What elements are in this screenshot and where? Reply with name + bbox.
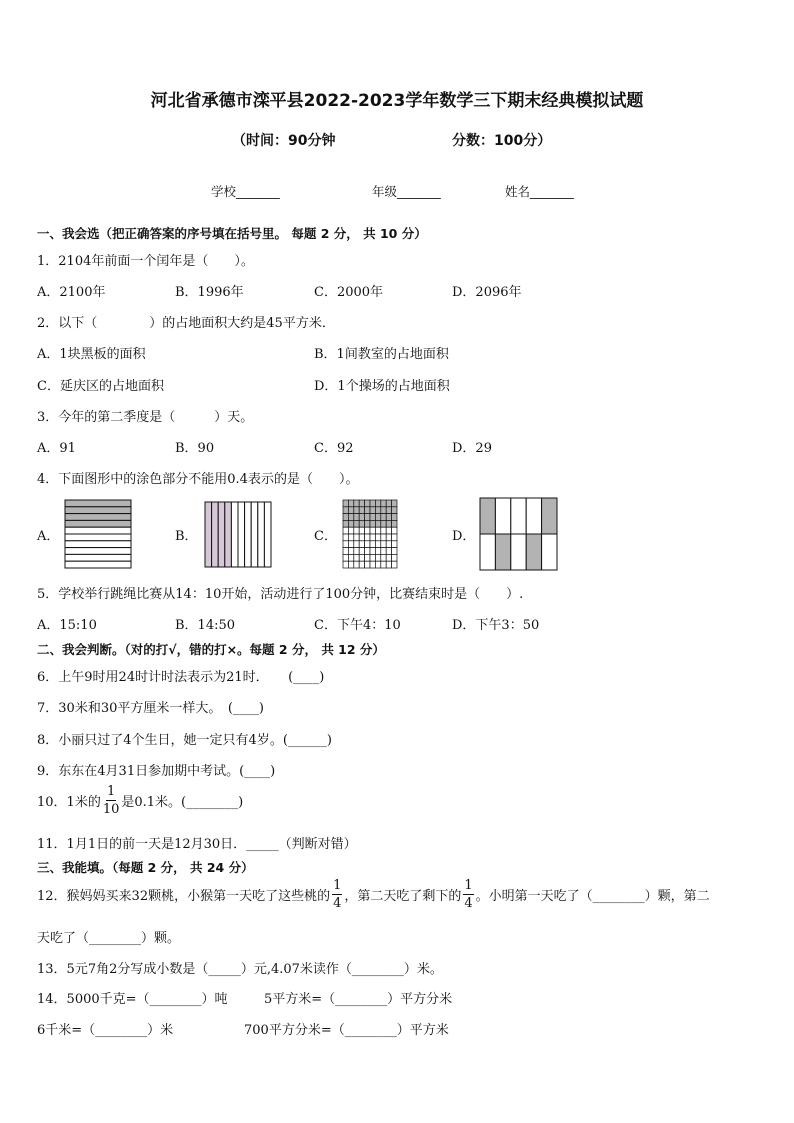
grid-cell [348, 554, 353, 561]
grid-cell [392, 514, 397, 521]
grid-cell [392, 548, 397, 555]
grid-cell [381, 548, 386, 555]
grid-cell [392, 507, 397, 514]
grid-cell [343, 514, 348, 521]
question-14-part-b: 5平方米=（________）平方分米 [264, 992, 453, 1007]
question-14-part-c: 6千米=（________）米 [37, 1023, 174, 1038]
grid-cell [375, 554, 380, 561]
grade-field: 年级_______ [372, 184, 441, 199]
strip [251, 502, 258, 567]
grid-cell [375, 534, 380, 541]
grid-cell [375, 527, 380, 534]
grid-cell [348, 514, 353, 521]
strip [65, 541, 131, 548]
grid-cell [370, 554, 375, 561]
grid-cell [370, 520, 375, 527]
q12-fraction-1 [332, 879, 342, 910]
strip [258, 502, 265, 567]
grid-cell [359, 520, 364, 527]
question-1: 1．2104年前面一个闰年是（ ）。 [37, 254, 254, 269]
q12-fraction-2 [463, 879, 473, 910]
grid-cell [343, 548, 348, 555]
cell [542, 534, 557, 570]
grid-cell [375, 561, 380, 568]
grid-cell [386, 548, 391, 555]
grid-cell [375, 514, 380, 521]
grid-cell [386, 534, 391, 541]
strip [65, 527, 131, 534]
grid-cell [381, 554, 386, 561]
grid-cell [370, 500, 375, 507]
grid-cell [386, 520, 391, 527]
cell [480, 534, 495, 570]
cell [511, 498, 526, 534]
q10-numerator: 1 [106, 784, 116, 799]
grid-cell [365, 554, 370, 561]
q4-option-a: A． [37, 529, 60, 544]
grid-cell [354, 554, 359, 561]
q3-option-d: D．29 [452, 441, 492, 456]
q10-denominator: 10 [102, 802, 120, 817]
strip [245, 502, 252, 567]
grid-cell [370, 541, 375, 548]
q5-option-b: B．14:50 [175, 618, 236, 633]
grid-cell [375, 548, 380, 555]
grid-cell [359, 500, 364, 507]
question-10 [37, 785, 243, 816]
grid-cell [392, 541, 397, 548]
q4-option-b: B． [175, 529, 198, 544]
grid-cell [386, 500, 391, 507]
grid-cell [354, 541, 359, 548]
cell [511, 534, 526, 570]
grid-cell [359, 554, 364, 561]
q1-option-c: C．2000年 [314, 285, 384, 300]
grid-cell [348, 534, 353, 541]
grid-cell [359, 514, 364, 521]
question-8: 8．小丽只过了4个生日，她一定只有4岁。(______) [37, 733, 332, 748]
strip [65, 548, 131, 555]
strip [65, 554, 131, 561]
question-6: 6．上午9时用24时计时法表示为21时． (____) [37, 670, 325, 685]
q12-part-a: 12．猴妈妈买来32颗桃，小猴第一天吃了这些桃的 [37, 889, 331, 904]
question-13: 13．5元7角2分写成小数是（_____）元,4.07米读作（________）米。 [37, 962, 443, 977]
q1-option-d: D．2096年 [452, 285, 522, 300]
grid-cell [343, 500, 348, 507]
grid-cell [354, 507, 359, 514]
grid-cell [343, 507, 348, 514]
question-11: 11．1月1日的前一天是12月30日．_____（判断对错） [37, 837, 357, 852]
grid-cell [343, 541, 348, 548]
grid-cell [359, 541, 364, 548]
grid-cell [386, 527, 391, 534]
name-field: 姓名_______ [505, 184, 574, 199]
grid-cell [370, 534, 375, 541]
grid-cell [348, 561, 353, 568]
q5-option-c: C．下午4：10 [314, 618, 401, 633]
q10-suffix: 是0.1米。(________) [121, 795, 244, 810]
grid-cell [381, 561, 386, 568]
grid-cell [392, 534, 397, 541]
strip [264, 502, 271, 567]
strip [212, 502, 219, 567]
question-7: 7．30米和30平方厘米一样大。 (____) [37, 701, 264, 716]
question-14-part-d: 700平方分米=（________）平方米 [244, 1023, 449, 1038]
grid-cell [381, 514, 386, 521]
cell [480, 498, 495, 534]
cell [495, 534, 510, 570]
q12-numerator-2: 1 [464, 878, 473, 893]
grid-cell [365, 500, 370, 507]
grid-cell [386, 507, 391, 514]
grid-cell [343, 554, 348, 561]
q5-option-a: A．15:10 [37, 618, 97, 633]
figure-a-horizontal-strips [64, 499, 132, 569]
q12-part-c: 。小明第一天吃了（________）颗，第二 [475, 889, 710, 904]
section2-heading: 二、我会判断。（对的打√，错的打×。每题 2 分， 共 12 分） [37, 642, 385, 657]
question-3: 3．今年的第二季度是（ ）天。 [37, 410, 254, 425]
grid-cell [365, 507, 370, 514]
strip [65, 514, 131, 521]
exam-score: 分数：100分） [452, 133, 552, 149]
grid-cell [381, 500, 386, 507]
grid-cell [354, 527, 359, 534]
q2-option-a: A．1块黑板的面积 [37, 347, 146, 362]
figure-c-grid [342, 499, 398, 569]
grid-cell [354, 514, 359, 521]
grid-cell [370, 507, 375, 514]
question-14-part-a: 14．5000千克=（________）吨 [37, 992, 228, 1007]
grid-cell [381, 541, 386, 548]
grid-cell [365, 520, 370, 527]
q2-option-c: C．延庆区的占地面积 [37, 379, 164, 394]
q4-option-c: C． [314, 529, 337, 544]
grid-cell [365, 548, 370, 555]
q4-option-d: D． [452, 529, 476, 544]
question-9: 9．东东在4月31日参加期中考试。(____) [37, 764, 276, 779]
grid-cell [365, 534, 370, 541]
strip [231, 502, 238, 567]
grid-cell [375, 541, 380, 548]
q2-option-d: D．1个操场的占地面积 [314, 379, 450, 394]
grid-cell [343, 534, 348, 541]
grid-cell [392, 520, 397, 527]
grid-cell [343, 520, 348, 527]
school-field: 学校_______ [211, 184, 280, 199]
grid-cell [359, 561, 364, 568]
section1-heading: 一、我会选（把正确答案的序号填在括号里。 每题 2 分， 共 10 分） [37, 226, 427, 241]
grid-cell [386, 514, 391, 521]
grid-cell [375, 507, 380, 514]
strip [218, 502, 225, 567]
grid-cell [359, 527, 364, 534]
cell [526, 498, 541, 534]
grid-cell [392, 527, 397, 534]
q3-option-b: B．90 [175, 441, 215, 456]
q12-denominator-2: 4 [464, 896, 473, 911]
grid-cell [354, 500, 359, 507]
strip [225, 502, 232, 567]
grid-cell [354, 548, 359, 555]
question-12-continued: 天吃了（________）颗。 [37, 931, 181, 946]
cell [542, 498, 557, 534]
q12-denominator-1: 4 [333, 896, 342, 911]
grid-cell [354, 534, 359, 541]
grid-cell [370, 527, 375, 534]
cell [495, 498, 510, 534]
grid-cell [354, 520, 359, 527]
grid-cell [348, 527, 353, 534]
grid-cell [354, 561, 359, 568]
strip [65, 520, 131, 527]
question-4: 4．下面图形中的涂色部分不能用0.4表示的是（ ）。 [37, 472, 359, 487]
grid-cell [381, 534, 386, 541]
page-title: 河北省承德市滦平县2022-2023学年数学三下期末经典模拟试题 [150, 91, 644, 111]
grid-cell [343, 527, 348, 534]
q3-option-a: A．91 [37, 441, 76, 456]
grid-cell [365, 514, 370, 521]
grid-cell [359, 534, 364, 541]
strip [205, 502, 212, 567]
grid-cell [365, 527, 370, 534]
q10-prefix: 10．1米的 [37, 795, 101, 810]
grid-cell [381, 527, 386, 534]
grid-cell [348, 541, 353, 548]
grid-cell [386, 561, 391, 568]
strip [238, 502, 245, 567]
grid-cell [348, 548, 353, 555]
grid-cell [392, 500, 397, 507]
figure-d-rectangles [479, 497, 558, 571]
strip [65, 507, 131, 514]
grid-cell [370, 561, 375, 568]
grid-cell [386, 554, 391, 561]
grid-cell [392, 554, 397, 561]
q12-numerator-1: 1 [333, 878, 342, 893]
q2-option-b: B．1间教室的占地面积 [314, 347, 449, 362]
q1-option-b: B．1996年 [175, 285, 244, 300]
grid-cell [370, 548, 375, 555]
question-2: 2．以下（ ）的占地面积大约是45平方米． [37, 316, 335, 331]
grid-cell [386, 541, 391, 548]
grid-cell [348, 500, 353, 507]
grid-cell [359, 548, 364, 555]
figure-b-vertical-strips [204, 501, 272, 568]
question-5: 5．学校举行跳绳比赛从14：10开始，活动进行了100分钟，比赛结束时是（ ）. [37, 587, 524, 602]
cell [526, 534, 541, 570]
q1-option-a: A．2100年 [37, 285, 106, 300]
grid-cell [348, 520, 353, 527]
strip [65, 500, 131, 507]
grid-cell [375, 500, 380, 507]
question-12 [37, 879, 710, 910]
grid-cell [348, 507, 353, 514]
q10-fraction [103, 785, 120, 816]
q5-option-d: D．下午3：50 [452, 618, 540, 633]
exam-time: （时间：90分钟 [232, 133, 336, 149]
grid-cell [370, 514, 375, 521]
grid-cell [365, 561, 370, 568]
grid-cell [365, 541, 370, 548]
q12-part-b: ，第二天吃了剩下的 [344, 889, 462, 904]
q3-option-c: C．92 [314, 441, 354, 456]
section3-heading: 三、我能填。（每题 2 分， 共 24 分） [37, 860, 254, 875]
grid-cell [343, 561, 348, 568]
grid-cell [359, 507, 364, 514]
strip [65, 534, 131, 541]
grid-cell [375, 520, 380, 527]
grid-cell [381, 520, 386, 527]
strip [65, 561, 131, 568]
grid-cell [381, 507, 386, 514]
grid-cell [392, 561, 397, 568]
